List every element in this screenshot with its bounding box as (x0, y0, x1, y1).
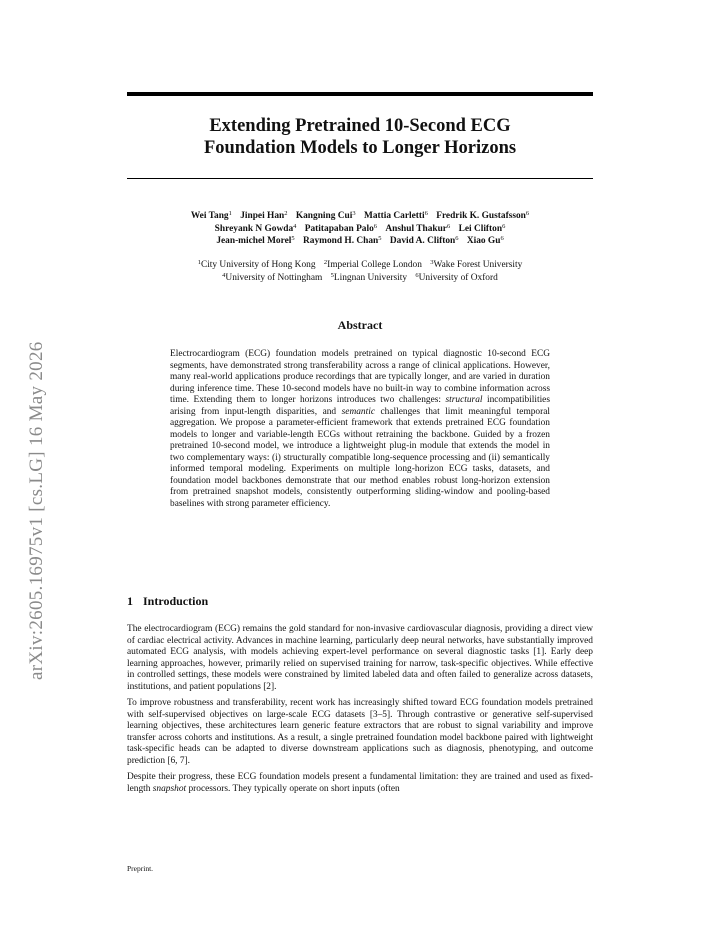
author: Raymond H. Chan$^5$ (302, 235, 382, 246)
abstract-paragraph: Electrocardiogram (ECG) foundation models pretrained on typical diagnostic 10-second ECG segments, have demonstrated strong transferability across a range of clinical applications. However, many real-world applications produce recordings that are typically longer, and are varied in duration during inference time. These 10-second models have no built-in way to combine information across time. Extending them to longer horizons introduces two challenges: structural incompatibilities arising from input-length disparities, and semantic challenges that limit meaningful temporal aggregation. We propose a parameter-efficient framework that extends pretrained ECG foundation models to longer and variable-length ECGs without retraining the backbone. Guided by a frozen pretrained 10-second model, we introduce a lightweight plug-in module that extends the model in two complementary ways: (i) structurally compatible long-sequence processing and (ii) semantically informed temporal modeling. Experiments on multiple long-horizon ECG tasks, datasets, and foundation model backbones demonstrate that our method enables robust long-horizon extension from pretrained snapshot models, consistently outperforming sliding-window and pooling-based baselines with strong parameter efficiency. (170, 349, 550, 509)
title-top-rule (127, 92, 593, 96)
affiliation: $^4$University of Nottingham (222, 271, 323, 283)
section-heading-introduction (127, 594, 208, 609)
author: Jean-michel Morel$^5$ (216, 235, 295, 246)
author-line-3 (120, 235, 600, 248)
affiliation: $^2$Imperial College London (323, 259, 422, 270)
author: Xiao Gu$^6$ (466, 235, 504, 246)
affiliation: $^3$Wake Forest University (430, 259, 523, 270)
author: Jinpei Han$^2$ (240, 210, 288, 221)
author: Lei Clifton$^6$ (458, 222, 506, 234)
intro-paragraph-1: The electrocardiogram (ECG) remains the gold standard for non-invasive cardiovascular diagnosis, providing a direct view of cardiac electrical activity. Advances in machine learning, particularly deep neural networks, have substantially improved automated ECG analysis, with models achieving expert-level performance on several diagnostic tasks [1]. Early deep learning approaches, however, primarily relied on supervised training for narrow, task-specific objectives. While effective in controlled settings, these models were constrained by limited labeled data and often failed to generalize across datasets, institutions, and patient populations [2]. (127, 624, 593, 692)
abstract-text (170, 349, 550, 510)
intro-paragraph-3: Despite their progress, these ECG foundation models present a fundamental limitation: they are trained and used as fixed-length snapshot processors. They typically operate on short inputs (often (127, 772, 593, 794)
author-line-2 (120, 223, 600, 236)
abstract-heading: Abstract (337, 318, 383, 332)
author: Shreyank N Gowda$^4$ (214, 222, 297, 234)
author-line-1 (120, 210, 600, 223)
affiliation: $^5$Lingnan University (330, 271, 408, 283)
author: David A. Clifton$^6$ (389, 235, 459, 246)
arxiv-identifier-text: arXiv:2605.16975v1 [cs.LG] 16 May 2026 (26, 341, 47, 680)
section-number: 1 (127, 594, 133, 608)
arxiv-identifier (18, 240, 54, 680)
intro-paragraph-2: To improve robustness and transferability, recent work has increasingly shifted toward ECG foundation models pretrained with self-supervised objectives on large-scale ECG datasets [3–5]. Through contrastive or generative self-supervised learning objectives, these architectures learn generic feature extractors that are robust to signal variability and improve transfer across cohorts and institutions. As a result, a single pretrained foundation model backbone paired with lightweight task-specific heads can be adapted to diverse downstream applications such as diagnosis, phenotyping, and outcome prediction [6, 7]. (127, 698, 593, 766)
affiliation: $^1$City University of Hong Kong (197, 259, 316, 270)
author: Mattia Carletti$^6$ (363, 210, 428, 221)
title-bottom-rule (127, 178, 593, 179)
author: Fredrik K. Gustafsson$^6$ (436, 210, 530, 221)
author-list (120, 210, 600, 248)
section-title: Introduction (143, 594, 209, 608)
title-line-1: Extending Pretrained 10-Second ECG (209, 116, 511, 136)
paper-title (127, 115, 593, 159)
affiliation-line-1 (120, 259, 600, 272)
author: Anshul Thakur$^6$ (385, 222, 451, 234)
author: Kangning Cui$^3$ (295, 210, 356, 221)
author: Patitapaban Palo$^6$ (304, 222, 378, 234)
affiliation: $^6$University of Oxford (415, 271, 498, 283)
introduction-body (127, 624, 593, 800)
title-line-2: Foundation Models to Longer Horizons (203, 138, 517, 158)
affiliation-list (120, 259, 600, 284)
author: Wei Tang$^1$ (190, 210, 232, 221)
affiliation-line-2 (120, 272, 600, 285)
preprint-footer: Preprint. (127, 864, 154, 873)
